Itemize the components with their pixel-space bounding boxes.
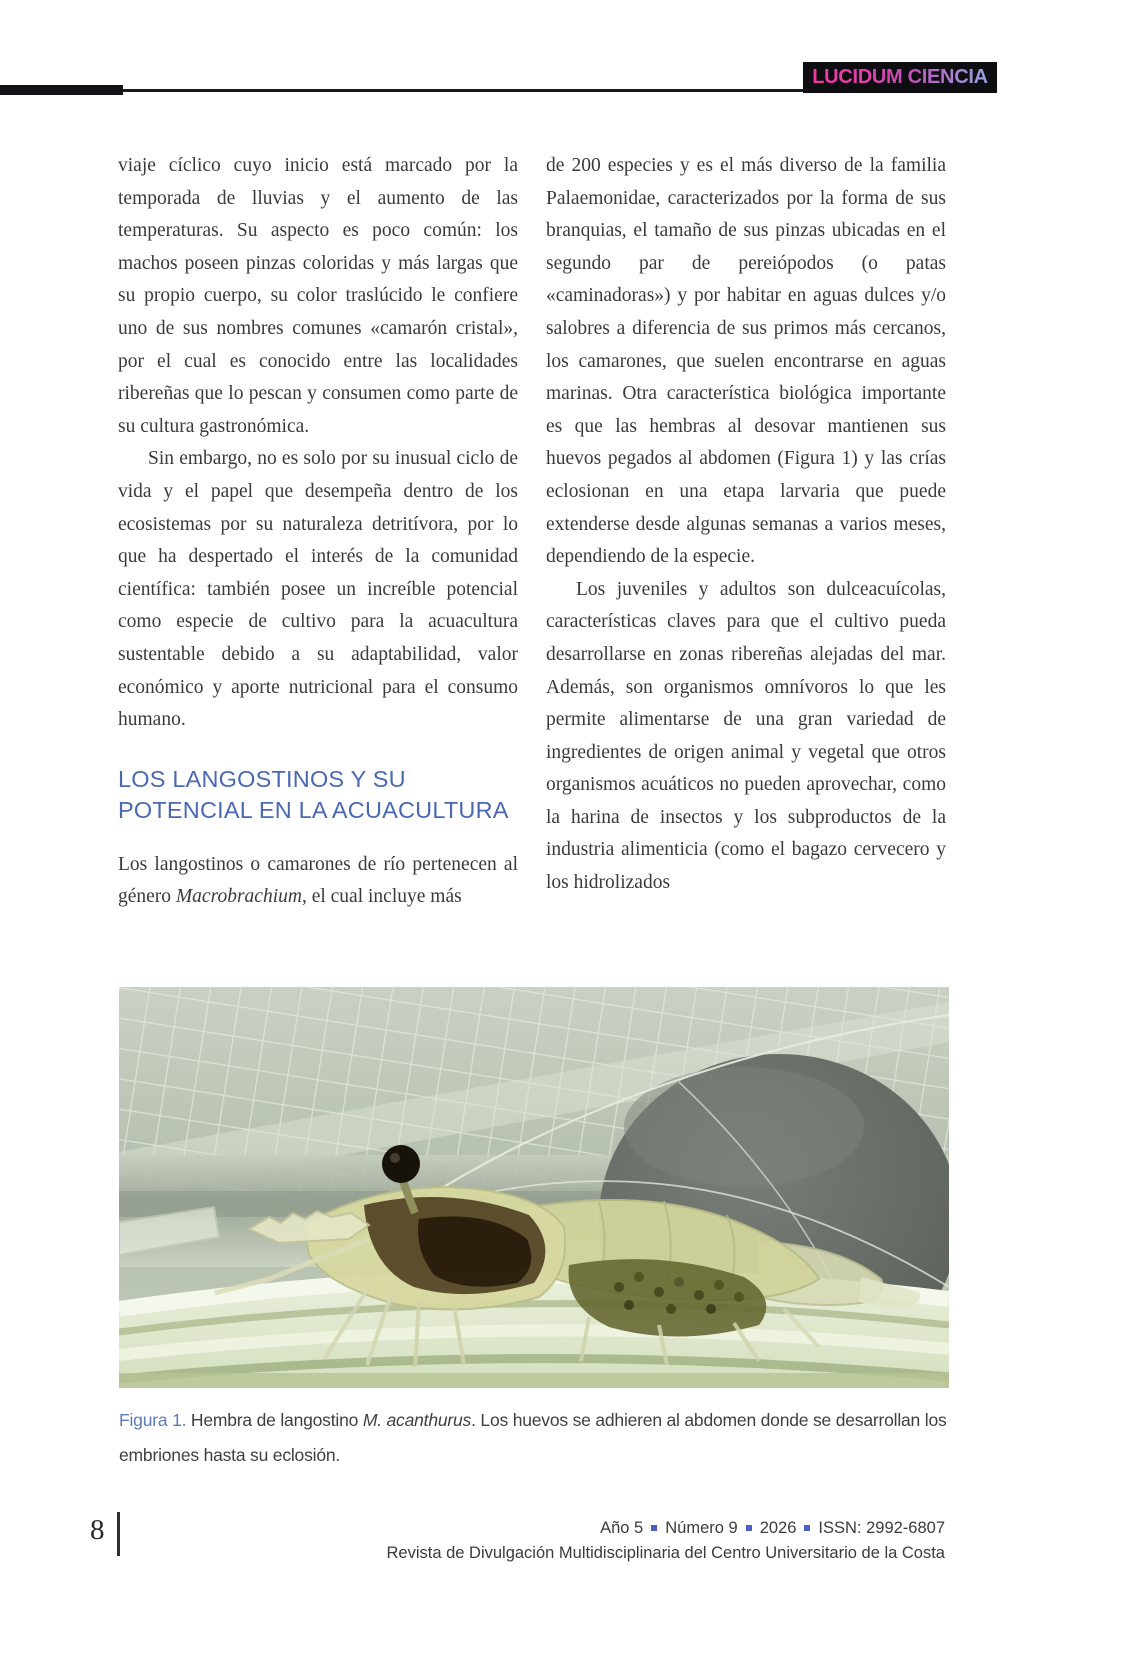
page-number: 8 bbox=[90, 1514, 105, 1546]
caption-text: Hembra de langostino bbox=[186, 1410, 363, 1430]
figure-1 bbox=[119, 987, 949, 1473]
right-column bbox=[546, 150, 946, 914]
article-columns bbox=[118, 150, 946, 914]
genus-name: Macrobrachium bbox=[175, 886, 302, 908]
header-rule-thick bbox=[0, 85, 123, 95]
paragraph-text: Los langostinos o camarones de río pertenecen al género bbox=[118, 853, 518, 908]
body-paragraph: viaje cíclico cuyo inicio está marcado por la temporada de lluvias y el aumento de las temperaturas. Su aspecto es poco común: los machos poseen pinzas coloridas y más largas que su propio cuerpo, su color traslúcido le confiere uno de sus nombres comunes «camarón cristal», por el cual es conocido entre las localidades ribereñas que lo pescan y consumen como parte de su cultura gastronómica. bbox=[118, 155, 518, 437]
footer-issue: Número 9 bbox=[665, 1519, 738, 1537]
footer-divider-bar bbox=[117, 1512, 120, 1556]
species-name: M. acanthurus bbox=[362, 1410, 472, 1430]
footer-issn: ISSN: 2992-6807 bbox=[818, 1519, 945, 1537]
separator-square-icon bbox=[804, 1525, 810, 1531]
paragraph-text: , el cual incluye más bbox=[301, 886, 462, 908]
footer-journal-name: Revista de Divulgación Multidisciplinaria del Centro Universitario de la Costa bbox=[386, 1543, 945, 1562]
body-paragraph bbox=[118, 849, 518, 914]
section-heading: LOS LANGOSTINOS Y SU POTENCIAL EN LA ACUACULTURA bbox=[118, 765, 509, 823]
figure-label: Figura 1. bbox=[119, 1410, 187, 1430]
body-paragraph: Sin embargo, no es solo por su inusual ciclo de vida y el papel que desempeña dentro de los ecosistemas por su naturaleza detritívora, por lo que ha despertado el interés de la comunidad científica: también posee un increíble potencial como especie de cultivo para la acuacultura sustentable debido a su adaptabilidad, valor económico y aporte nutricional para el consumo humano. bbox=[118, 448, 518, 731]
langostino-photo bbox=[119, 987, 949, 1388]
separator-square-icon bbox=[651, 1525, 657, 1531]
separator-square-icon bbox=[746, 1525, 752, 1531]
brand-box bbox=[803, 62, 997, 93]
footer-issue-line bbox=[386, 1516, 945, 1541]
footer-year: Año 5 bbox=[600, 1519, 644, 1537]
caption-text: . Los huevos se adhieren al abdomen donde se desarrollan los embriones hasta su eclosión. bbox=[119, 1410, 947, 1465]
figure-caption bbox=[119, 1403, 949, 1473]
left-column bbox=[118, 150, 518, 914]
body-paragraph: de 200 especies y es el más diverso de la familia Palaemonidae, caracterizados por la forma de sus branquias, el tamaño de sus pinzas ubicadas en el segundo par de pereiópodos (o patas «caminadoras») y por habitar en aguas dulces y/o salobres a diferencia de sus primos más cercanos, los camarones, que suelen encontrarse en aguas marinas. Otra característica biológica importante es que las hembras al desovar mantienen sus huevos pegados al abdomen (Figura 1) y las crías eclosionan en una etapa larvaria que puede extenderse desde algunas semanas a varios meses, dependiendo de la especie. bbox=[546, 155, 946, 568]
footer-date: 2026 bbox=[759, 1519, 797, 1537]
footer-meta bbox=[386, 1516, 945, 1565]
body-paragraph: Los juveniles y adultos son dulceacuícolas, características claves para que el cultivo pueda desarrollarse en zonas ribereñas alejadas del mar. Además, son organismos omnívoros lo que les permite alimentarse de una gran variedad de ingredientes de origen animal y vegetal que otros organismos acuáticos no pueden aprovechar, como la harina de insectos y los subproductos de la industria alimenticia (como el bagazo cervecero y los hidrolizados bbox=[546, 578, 946, 894]
brand-logo-text: LUCIDUM CIENCIA bbox=[812, 66, 988, 88]
